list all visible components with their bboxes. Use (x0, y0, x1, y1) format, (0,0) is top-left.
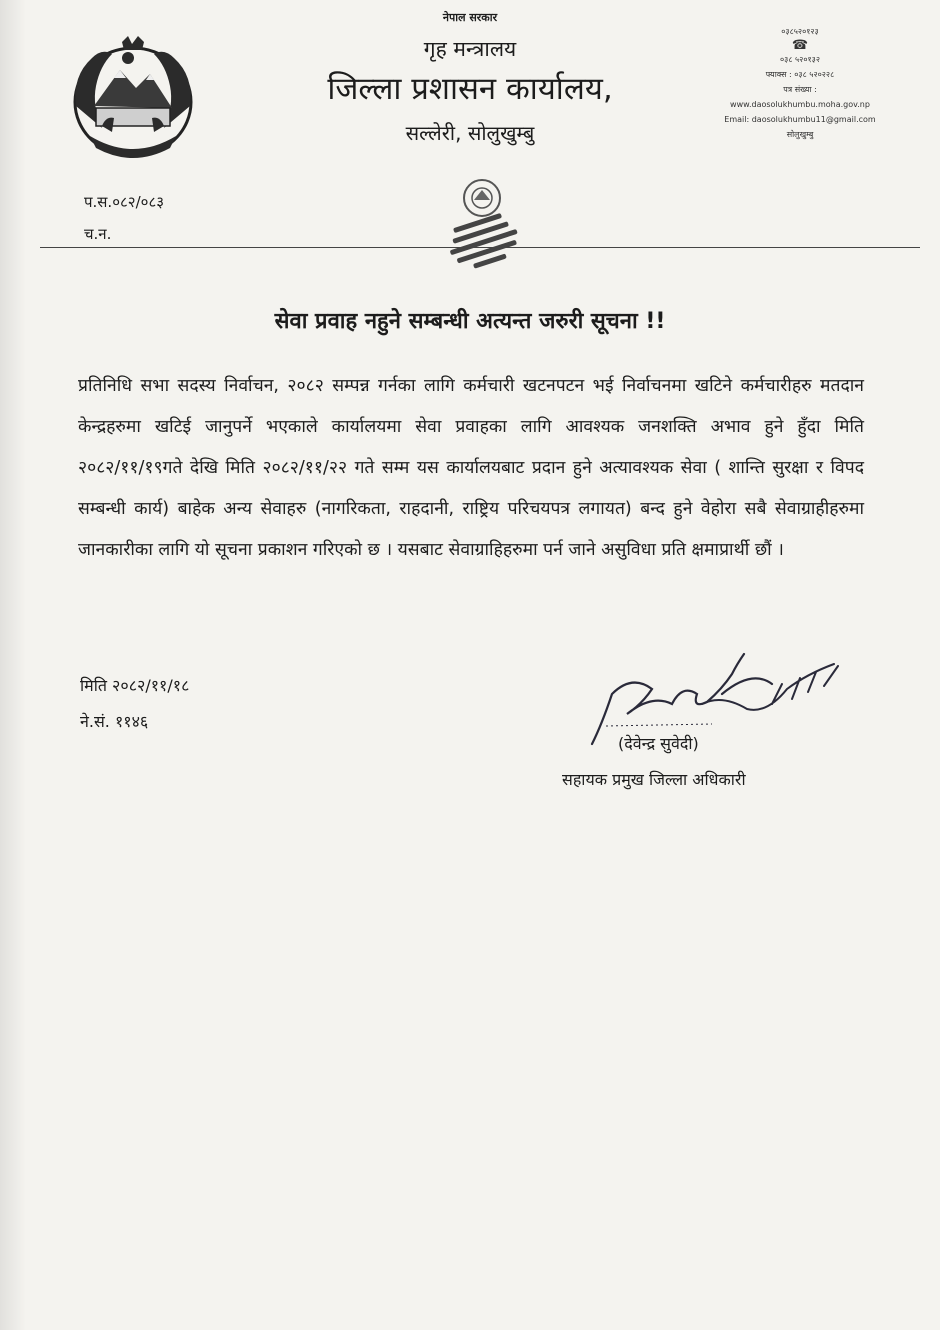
signatory-name: (देवेन्द्र सुवेदी) (618, 734, 699, 753)
letter-number: प.स.०८२/०८३ (84, 193, 165, 211)
notice-title: सेवा प्रवाह नहुने सम्बन्धी अत्यन्त जरुरी सूचना !! (274, 309, 666, 334)
fax-number: फ्याक्स : ०३८ ५२०२२८ (765, 70, 835, 79)
phone-number-top: ०३८५२०१२३ (781, 27, 819, 36)
nepal-emblem-icon (62, 36, 204, 164)
signature-icon (572, 634, 852, 754)
email-address: Email: daosolukhumbu11@gmail.com (724, 115, 876, 124)
date-block (80, 668, 189, 740)
contact-block (700, 24, 900, 142)
page-shadow (0, 0, 26, 1330)
pobox-label: पत्र संख्या : (783, 85, 817, 94)
reference-block (84, 186, 164, 250)
issue-date: मिति २०८२/११/१८ (80, 676, 190, 695)
office-name: जिल्ला प्रशासन कार्यालय, (327, 71, 613, 107)
place-label: सोलुखुम्बु (786, 130, 814, 139)
signatory-designation: सहायक प्रमुख जिल्ला अधिकारी (562, 770, 746, 789)
header-divider (40, 247, 920, 248)
phone-number: ०३८ ५२०१३२ (780, 55, 820, 64)
government-label: नेपाल सरकार (442, 11, 498, 24)
letterhead (300, 10, 640, 146)
dispatch-number: च.न. (84, 225, 112, 243)
office-location: सल्लेरी, सोलुखुम्बु (405, 121, 535, 145)
website-link: www.daosolukhumbu.moha.gov.np (730, 100, 870, 109)
notice-body: प्रतिनिधि सभा सदस्य निर्वाचन, २०८२ सम्पन्न गर्नका लागि कर्मचारी खटनपटन भई निर्वाचनमा खटिने कर्मचारीहरु मतदान केन्द्रहरुमा खटिई जानुपर्ने भएकाले कार्यालयमा सेवा प्रवाहका लागि आवश्यक जनशक्ति अभाव हुने हुँदा मिति २०८२/११/१९गते देखि मिति २०८२/११/२२ गते सम्म यस कार्यालयबाट प्रदान हुने अत्यावश्यक सेवा ( शान्ति सुरक्षा र विपद सम्बन्धी कार्य) बाहेक अन्य सेवाहरु (नागरिकता, राहदानी, राष्ट्रिय परिचयपत्र लगायत) बन्द हुने वेहोरा सबै सेवाग्राहीहरुमा जानकारीका लागि यो सूचना प्रकाशन गरिएको छ । यसबाट सेवाग्राहिहरुमा पर्न जाने असुविधा प्रति क्षमाप्रार्थी छौं । (78, 376, 864, 560)
telephone-icon: ☎ (791, 38, 809, 53)
office-stamp-icon (418, 176, 546, 280)
nepal-sambat-year: ने.सं. ११४६ (80, 712, 149, 731)
ministry-name: गृह मन्त्रालय (423, 37, 517, 61)
